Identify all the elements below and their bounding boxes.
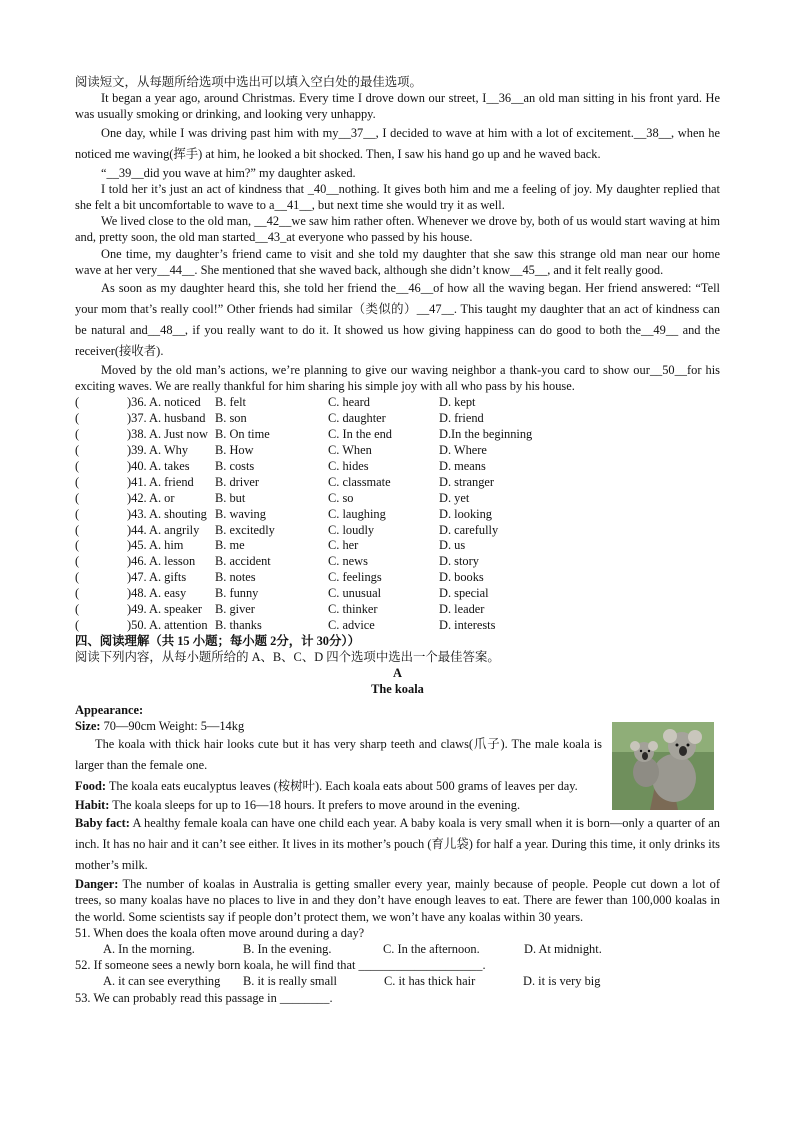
answer-blank[interactable]: ( (75, 506, 80, 521)
question-52-options (75, 973, 720, 989)
option-b: B. notes (215, 570, 256, 585)
cloze-options (75, 394, 720, 632)
option-d: D. us (439, 538, 466, 553)
baby-fact-label: Baby fact: (75, 816, 130, 831)
option-c: C. news (328, 554, 368, 569)
option-b: B. excitedly (215, 522, 275, 537)
size-line (75, 718, 602, 734)
option-c: C. hides (328, 459, 369, 473)
q51-option-a[interactable]: A. In the morning. (103, 942, 195, 957)
option-b: B. waving (215, 506, 266, 521)
option-a: )39. A. Why (127, 443, 189, 458)
koala-illustration (612, 722, 714, 810)
reading-instruction: 阅读下列内容，从每小题所给的 A、B、C、D 四个选项中选出一个最佳答案。 (75, 650, 500, 664)
food-label: Food: (75, 779, 106, 794)
answer-blank[interactable]: ( (75, 522, 80, 537)
option-b: B. but (215, 490, 246, 505)
option-row-45 (75, 537, 720, 553)
option-b: B. thanks (215, 617, 262, 632)
answer-blank[interactable]: ( (75, 570, 80, 585)
danger-label: Danger: (75, 877, 119, 892)
appearance-text: The koala with thick hair looks cute but it has very sharp teeth and claws(爪子). The male koala is larger than the female one. (75, 737, 602, 773)
option-c: C. unusual (328, 586, 382, 601)
answer-blank[interactable]: ( (75, 554, 80, 569)
option-a: )43. A. shouting (127, 506, 207, 521)
option-b: B. son (215, 411, 247, 426)
cloze-paragraph-1: It began a year ago, around Christmas. Every time I drove down our street, I__36__an old man sitting in his front yard. He was usually smoking or drinking, and looking very unhappy. (75, 91, 720, 122)
passage-letter: A (393, 666, 402, 681)
q51-option-c[interactable]: C. In the afternoon. (383, 942, 480, 957)
option-b: B. accident (215, 554, 271, 569)
option-row-48 (75, 585, 720, 601)
q52-option-d[interactable]: D. it is very big (523, 974, 601, 989)
option-d: D.In the beginning (439, 427, 533, 442)
option-b: B. me (215, 538, 245, 553)
cloze-paragraph-7: As soon as my daughter heard this, she told her friend the__46__of how all the waving began. Her friend answered: “Tell your mom that’s really cool!” Other friends had similar（类似的）__47__. This taught my daughter that an act of kindness can be natural and__48__, if you really want to do it. It showed us how giving happiness can do good to both the__49__ and the receiver(接收者). (75, 281, 720, 359)
option-a: )42. A. or (127, 490, 175, 505)
cloze-paragraph-8: Moved by the old man’s actions, we’re planning to give our waving neighbor a thank-you card to show our__50__for his exciting waves. We are really thankful for him sharing his simple joy with all who pass by his house. (75, 363, 720, 394)
option-row-47 (75, 569, 720, 585)
cloze-instruction: 阅读短文，从每题所给选项中选出可以填入空白处的最佳选项。 (75, 75, 422, 89)
cloze-paragraph-5: We lived close to the old man, __42__we saw him rather often. Whenever we drove by, both of us would start waving at him and, pretty soon, the old man started__43_at everyone who passed by his house. (75, 214, 720, 245)
option-a: )37. A. husband (127, 411, 206, 426)
option-d: D. friend (439, 411, 484, 426)
reading-section-title: 四、阅读理解（共 15 小题；每小题 2分，计 30分）） (75, 633, 360, 648)
option-c: C. advice (328, 617, 375, 632)
option-b: B. funny (215, 586, 259, 601)
food-text: The koala eats eucalyptus leaves (桉树叶). Each koala eats about 500 grams of leaves per day. (105, 779, 578, 794)
q52-option-c[interactable]: C. it has thick hair (384, 974, 476, 989)
habit-label: Habit: (75, 798, 110, 813)
option-a: )46. A. lesson (127, 554, 196, 569)
option-c: C. heard (328, 395, 370, 410)
option-d: D. carefully (439, 522, 499, 537)
option-a: )45. A. him (127, 538, 184, 553)
question-51: 51. When does the koala often move around during a day? (75, 925, 365, 940)
option-row-44 (75, 522, 720, 538)
option-c: C. feelings (328, 570, 382, 585)
option-b: B. giver (215, 602, 255, 617)
size-text: 70—90cm Weight: 5—14kg (100, 718, 245, 733)
option-b: B. How (215, 443, 254, 458)
option-a: )47. A. gifts (127, 570, 187, 585)
option-d: D. special (439, 586, 489, 601)
option-c: C. thinker (328, 602, 378, 617)
answer-blank[interactable]: ( (75, 427, 80, 442)
option-c: C. laughing (328, 506, 386, 521)
q51-option-d[interactable]: D. At midnight. (524, 942, 602, 957)
option-row-37 (75, 410, 720, 426)
option-a: )48. A. easy (127, 586, 187, 601)
passage-title: The koala (371, 682, 424, 697)
option-d: D. stranger (439, 474, 495, 489)
option-row-46 (75, 553, 720, 569)
answer-blank[interactable]: ( (75, 411, 80, 426)
baby-fact-line (75, 813, 720, 876)
option-d: D. means (439, 459, 486, 473)
question-52: 52. If someone sees a newly born koala, he will find that ____________________. (75, 958, 486, 973)
danger-text: The number of koalas in Australia is getting smaller every year, mainly because of people. People cut down a lot of trees, so many koalas have no places to live in and they don’t have enough leaves to eat. There are fewer than 100,000 koalas in the world. Some scientists say if people don’t protect them, we won’t have any koalas within 30 years. (75, 877, 720, 924)
option-b: B. costs (215, 459, 255, 473)
option-b: B. On time (215, 427, 270, 442)
option-c: C. When (328, 443, 372, 458)
question-53: 53. We can probably read this passage in ________. (75, 990, 333, 1005)
option-row-36 (75, 394, 720, 410)
size-label: Size: (75, 718, 101, 733)
option-row-41 (75, 474, 720, 490)
option-c: C. In the end (328, 427, 393, 442)
option-c: C. loudly (328, 522, 375, 537)
q52-option-a[interactable]: A. it can see everything (103, 974, 221, 989)
option-a: )41. A. friend (127, 474, 194, 489)
baby-fact-text: A healthy female koala can have one child each year. A baby koala is very small when it is born—only a quarter of an inch. It has no hair and it can’t see either. It lives in its mother’s pouch (育儿袋) for half a year. During this time, it only drinks its mother’s milk. (75, 816, 720, 873)
answer-blank[interactable]: ( (75, 617, 80, 632)
cloze-paragraph-2: One day, while I was driving past him with my__37__, I decided to wave at him with a lot of excitement.__38__, when he noticed me waving(挥手) at him, he looked a bit shocked. Then, I saw his hand go up and he waved back. (75, 125, 720, 161)
answer-blank[interactable]: ( (75, 586, 80, 601)
option-d: D. Where (439, 443, 487, 458)
question-51-options (75, 941, 720, 957)
option-d: D. interests (439, 617, 496, 632)
answer-blank[interactable]: ( (75, 395, 80, 410)
danger-line (75, 876, 720, 925)
cloze-paragraph-4: I told her it’s just an act of kindness that _40__nothing. It gives both him and me a feeling of joy. My daughter replied that she felt a bit uncomfortable to wave to a__41__, but next time she would try it as well. (75, 181, 720, 213)
option-c: C. daughter (328, 411, 386, 426)
option-d: D. story (439, 554, 479, 569)
option-c: C. classmate (328, 474, 391, 489)
q52-option-b[interactable]: B. it is really small (243, 974, 337, 989)
answer-blank[interactable]: ( (75, 538, 80, 553)
cloze-paragraph-3: “__39__did you wave at him?” my daughter asked. (101, 165, 356, 180)
option-row-49 (75, 601, 720, 617)
option-row-38 (75, 426, 720, 442)
option-d: D. books (439, 570, 484, 585)
option-d: D. looking (439, 506, 493, 521)
option-row-43 (75, 506, 720, 522)
option-row-42 (75, 490, 720, 506)
option-c: C. so (328, 490, 354, 505)
option-a: )49. A. speaker (127, 602, 203, 617)
option-b: B. felt (215, 395, 246, 410)
option-a: )38. A. Just now (127, 427, 208, 442)
answer-blank[interactable]: ( (75, 443, 80, 458)
option-row-39 (75, 442, 720, 458)
option-row-40 (75, 458, 720, 474)
cloze-paragraph-6: One time, my daughter’s friend came to visit and she told my daughter that she saw this strange old man near our home wave at her very__44__. She mentioned that she waved back, although she didn’t know__45__, and it felt really good. (75, 246, 720, 277)
exam-page (75, 74, 720, 1006)
koala-photo (612, 722, 714, 810)
answer-blank[interactable]: ( (75, 474, 80, 489)
food-line (75, 776, 602, 797)
habit-text: The koala sleeps for up to 16—18 hours. It prefers to move around in the evening. (109, 798, 521, 813)
appearance-label: Appearance: (75, 702, 144, 717)
option-row-50 (75, 617, 720, 633)
option-c: C. her (328, 538, 359, 553)
option-d: D. kept (439, 395, 476, 410)
option-d: D. leader (439, 602, 485, 617)
option-b: B. driver (215, 474, 260, 489)
q51-option-b[interactable]: B. In the evening. (243, 942, 332, 957)
option-d: D. yet (439, 490, 470, 505)
option-a: )36. A. noticed (127, 395, 201, 410)
answer-blank[interactable]: ( (75, 602, 80, 617)
option-a: )44. A. angrily (127, 522, 200, 537)
option-a: )50. A. attention (127, 617, 208, 632)
option-a: )40. A. takes (127, 459, 190, 473)
answer-blank[interactable]: ( (75, 490, 80, 505)
answer-blank[interactable]: ( (75, 459, 80, 473)
